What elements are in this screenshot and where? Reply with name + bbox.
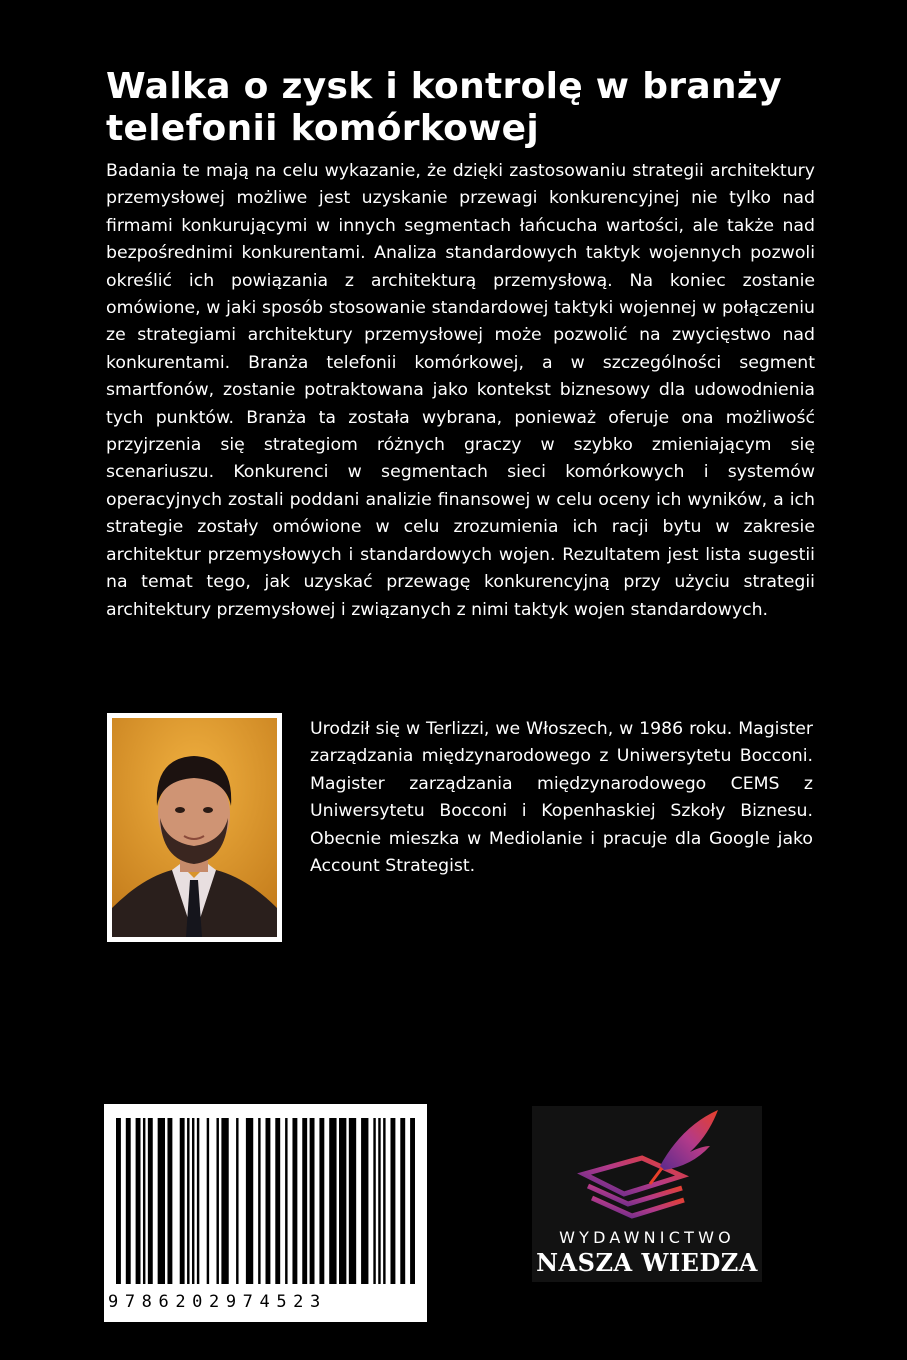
barcode-bar <box>410 1118 415 1284</box>
barcode-bar <box>221 1118 228 1284</box>
barcode-bar <box>246 1118 253 1284</box>
barcode-bar <box>310 1118 315 1284</box>
author-bio: Urodził się w Terlizzi, we Włoszech, w 1986 roku. Magister zarządzania międzynarodowego z Uniwersytetu Bocconi. Magister zarządzania międzynarodowego CEMS z Uniwersytetu Bocconi i Kopenhaskiej Szkoły Biznesu. Obecnie mieszka w Mediolanie i pracuje dla Google jako Account Strategist. <box>310 719 813 877</box>
barcode-bar <box>292 1118 297 1284</box>
barcode-bar <box>143 1118 145 1284</box>
barcode-bar <box>192 1118 194 1284</box>
isbn-barcode <box>104 1104 427 1322</box>
publisher-name-line1: WYDAWNICTWO <box>559 1228 735 1247</box>
barcode-bar <box>180 1118 185 1284</box>
barcode-bar <box>319 1118 324 1284</box>
barcode-bar <box>361 1118 368 1284</box>
barcode-bar <box>216 1118 218 1284</box>
barcode-bar <box>258 1118 260 1284</box>
barcode-bar <box>400 1118 405 1284</box>
barcode-bar <box>158 1118 165 1284</box>
barcode-bar <box>126 1118 131 1284</box>
barcode-bar <box>187 1118 189 1284</box>
barcode-bar <box>329 1118 336 1284</box>
barcode-bar <box>148 1118 153 1284</box>
barcode-bar <box>236 1118 238 1284</box>
barcode-bar <box>207 1118 209 1284</box>
barcode-bar <box>136 1118 141 1284</box>
book-description: Badania te mają na celu wykazanie, że dzięki zastosowaniu strategii architektury przemysłowej możliwe jest uzyskanie przewagi konkurencyjnej nie tylko nad firmami konkurującymi w innych segmentach łańcucha wartości, ale także nad bezpośrednimi konkurentami. Analiza standardowych taktyk wojennych pozwoli określić ich powiązania z architekturą przemysłową. Na koniec zostanie omówione, w jaki sposób stosowanie standardowej taktyki wojennej w połączeniu ze strategiami architektury przemysłowej może pozwolić na zwycięstwo nad konkurentami. Branża telefonii komórkowej, a w szczególności segment smartfonów, zostanie potraktowana jako kontekst biznesowy dla udowodnienia tych punktów. Branża ta została wybrana, ponieważ oferuje ona możliwość przyjrzenia się strategiom różnych graczy w szybko zmieniającym się scenariuszu. Konkurenci w segmentach sieci komórkowych i systemów operacyjnych zostali poddani analizie finansowej w celu oceny ich wyników, a ich strategie zostały omówione w celu zrozumienia ich racji bytu w zakresie architektur przemysłowych i standardowych wojen. Rezultatem jest lista sugestii na temat tego, jak uzyskać przewagę konkurencyjną przy użyciu strategii architektury przemysłowej i związanych z nimi taktyk wojen standardowych. <box>106 161 815 620</box>
publisher-logo <box>532 1106 762 1282</box>
isbn-number: 9786202974523 <box>108 1292 327 1312</box>
barcode-bar <box>383 1118 385 1284</box>
barcode-bar <box>339 1118 346 1284</box>
barcode-bars <box>104 1104 427 1322</box>
barcode-bar <box>167 1118 172 1284</box>
barcode-bar <box>302 1118 307 1284</box>
barcode-bar <box>349 1118 356 1284</box>
barcode-bar <box>285 1118 287 1284</box>
book-title: Walka o zysk i kontrolę w branży telefonii komórkowej <box>106 66 782 149</box>
publisher-name-line2: NASZA WIEDZA <box>536 1248 758 1277</box>
barcode-bar <box>116 1118 121 1284</box>
barcode-bar <box>373 1118 375 1284</box>
barcode-bar <box>378 1118 380 1284</box>
quill-book-logo-icon <box>532 1106 762 1226</box>
barcode-bar <box>275 1118 280 1284</box>
barcode-bar <box>390 1118 395 1284</box>
author-portrait-icon <box>112 718 277 937</box>
author-photo <box>107 713 282 942</box>
barcode-bar <box>266 1118 271 1284</box>
barcode-bar <box>197 1118 199 1284</box>
